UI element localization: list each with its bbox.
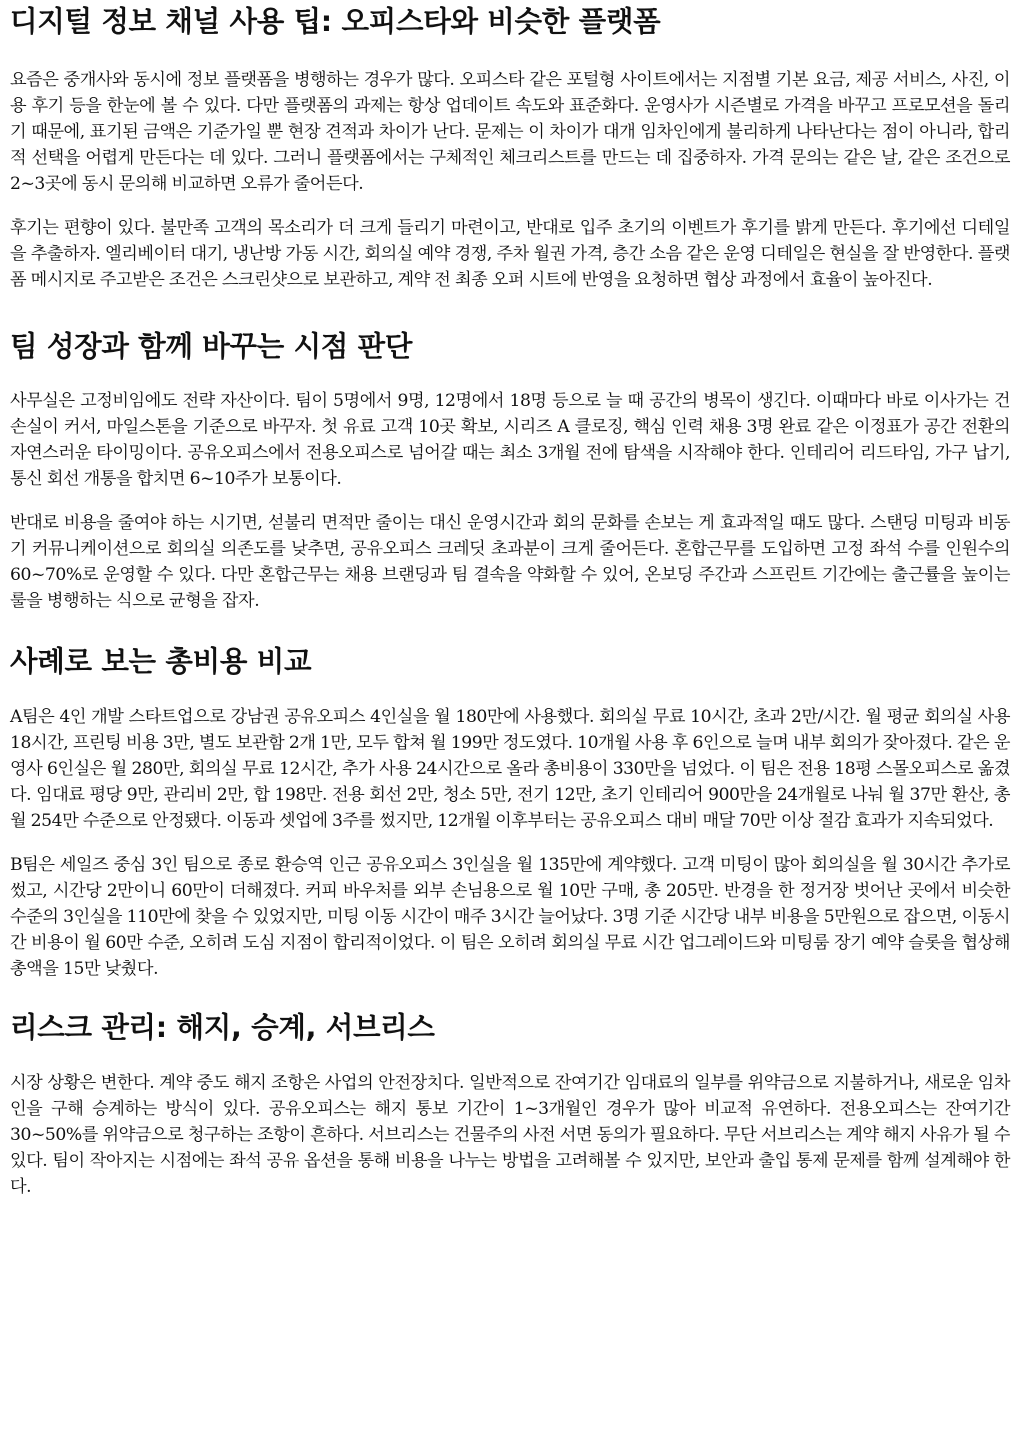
paragraph-termination-sublease: 시장 상황은 변한다. 계약 중도 해지 조항은 사업의 안전장치다. 일반적으로 잔여기간 임대료의 일부를 위약금으로 지불하거나, 새로운 임차인을 구해 승계하는 방식이 있다. 공유오피스는 해지 통보 기간이 1~3개월인 경우가 많아 비교적 유연하다. 전용오피스는 잔여기간 30~50%를 위약금으로 청구하는 조항이 흔하다. 서브리스는 건물주의 사전 서면 동의가 필요하다. 무단 서브리스는 계약 해지 사유가 될 수 있다. 팀이 작아지는 시점에는 좌석 공유 옵션을 통해 비용을 나누는 방법을 고려해볼 수 있지만, 보안과 출입 통제 문제를 함께 설계해야 한다. (10, 1073, 1010, 1197)
paragraph-team-b-case: B팀은 세일즈 중심 3인 팀으로 종로 환승역 인근 공유오피스 3인실을 월 135만에 계약했다. 고객 미팅이 많아 회의실을 월 30시간 추가로 썼고, 시간당 2만이니 60만이 더해졌다. 커피 바우처를 외부 손님용으로 월 10만 구매, 총 205만. 반경을 한 정거장 벗어난 곳에서 비슷한 수준의 3인실을 110만에 찾을 수 있었지만, 미팅 이동 시간이 매주 3시간 늘어났다. 3명 기준 시간당 내부 비용을 5만원으로 잡으면, 이동시간 비용이 월 60만 수준, 오히려 도심 지점이 합리적이었다. 이 팀은 오히려 회의실 무료 시간 업그레이드와 미팅룸 장기 예약 슬롯을 협상해 총액을 15만 낮췄다. (10, 855, 1010, 979)
paragraph-team-a-case: A팀은 4인 개발 스타트업으로 강남권 공유오피스 4인실을 월 180만에 사용했다. 회의실 무료 10시간, 초과 2만/시간. 월 평균 회의실 사용 18시간, 프린팅 비용 3만, 별도 보관함 2개 1만, 모두 합쳐 월 199만 정도였다. 10개월 사용 후 6인으로 늘며 내부 회의가 잦아졌다. 같은 운영사 6인실은 월 280만, 회의실 무료 12시간, 추가 사용 24시간으로 올라 총비용이 330만을 넘었다. 이 팀은 전용 18평 스몰오피스로 옮겼다. 임대료 평당 9만, 관리비 2만, 합 198만. 전용 회선 2만, 청소 5만, 전기 12만, 초기 인테리어 900만을 24개월로 나눠 월 37만 환산, 총 월 254만 수준으로 안정됐다. 이동과 셋업에 3주를 썼지만, 12개월 이후부터는 공유오피스 대비 매달 70만 이상 절감 효과가 지속되었다. (10, 707, 1010, 831)
paragraph-milestone-timing: 사무실은 고정비임에도 전략 자산이다. 팀이 5명에서 9명, 12명에서 18명 등으로 늘 때 공간의 병목이 생긴다. 이때마다 바로 이사가는 건 손실이 커서, 마일스톤을 기준으로 바꾸자. 첫 유료 고객 10곳 확보, 시리즈 A 클로징, 핵심 인력 채용 3명 완료 같은 이정표가 공간 전환의 자연스러운 타이밍이다. 공유오피스에서 전용오피스로 넘어갈 때는 최소 3개월 전에 탐색을 시작해야 한다. 인테리어 리드타임, 가구 납기, 통신 회선 개통을 합치면 6~10주가 보통이다. (10, 391, 1010, 489)
paragraph-review-bias: 후기는 편향이 있다. 불만족 고객의 목소리가 더 크게 들리기 마련이고, 반대로 입주 초기의 이벤트가 후기를 밝게 만든다. 후기에선 디테일을 추출하자. 엘리베이터 대기, 냉난방 가동 시간, 회의실 예약 경쟁, 주차 월권 가격, 층간 소음 같은 운영 디테일은 현실을 잘 반영한다. 플랫폼 메시지로 주고받은 조건은 스크린샷으로 보관하고, 계약 전 최종 오퍼 시트에 반영을 요청하면 협상 과정에서 효율이 높아진다. (10, 218, 1010, 290)
paragraph-cost-reduction: 반대로 비용을 줄여야 하는 시기면, 섣불리 면적만 줄이는 대신 운영시간과 회의 문화를 손보는 게 효과적일 때도 많다. 스탠딩 미팅과 비동기 커뮤니케이션으로 회의실 의존도를 낮추면, 공유오피스 크레딧 초과분이 크게 줄어든다. 혼합근무를 도입하면 고정 좌석 수를 인원수의 60~70%로 운영할 수 있다. 다만 혼합근무는 채용 브랜딩과 팀 결속을 약화할 수 있어, 온보딩 주간과 스프린트 기간에는 출근률을 높이는 룰을 병행하는 식으로 균형을 잡자. (10, 513, 1010, 611)
paragraph-platform-usage: 요즘은 중개사와 동시에 정보 플랫폼을 병행하는 경우가 많다. 오피스타 같은 포털형 사이트에서는 지점별 기본 요금, 제공 서비스, 사진, 이용 후기 등을 한눈에 볼 수 있다. 다만 플랫폼의 과제는 항상 업데이트 속도와 표준화다. 운영사가 시즌별로 가격을 바꾸고 프로모션을 돌리기 때문에, 표기된 금액은 기준가일 뿐 현장 견적과 차이가 난다. 문제는 이 차이가 대개 임차인에게 불리하게 나타난다는 점이 아니라, 합리적 선택을 어렵게 만든다는 데 있다. 그러니 플랫폼에서는 구체적인 체크리스트를 만드는 데 집중하자. 가격 문의는 같은 날, 같은 조건으로 2~3곳에 동시 문의해 비교하면 오류가 줄어든다. (10, 70, 1010, 194)
section-heading-risk-management: 리스크 관리: 해지, 승계, 서브리스 (10, 1011, 435, 1044)
section-heading-team-growth: 팀 성장과 함께 바꾸는 시점 판단 (10, 330, 413, 363)
section-heading-cost-comparison: 사례로 보는 총비용 비교 (10, 645, 312, 678)
article (10, 0, 1010, 1200)
section-heading-digital-channels: 디지털 정보 채널 사용 팁: 오피스타와 비슷한 플랫폼 (10, 5, 661, 38)
